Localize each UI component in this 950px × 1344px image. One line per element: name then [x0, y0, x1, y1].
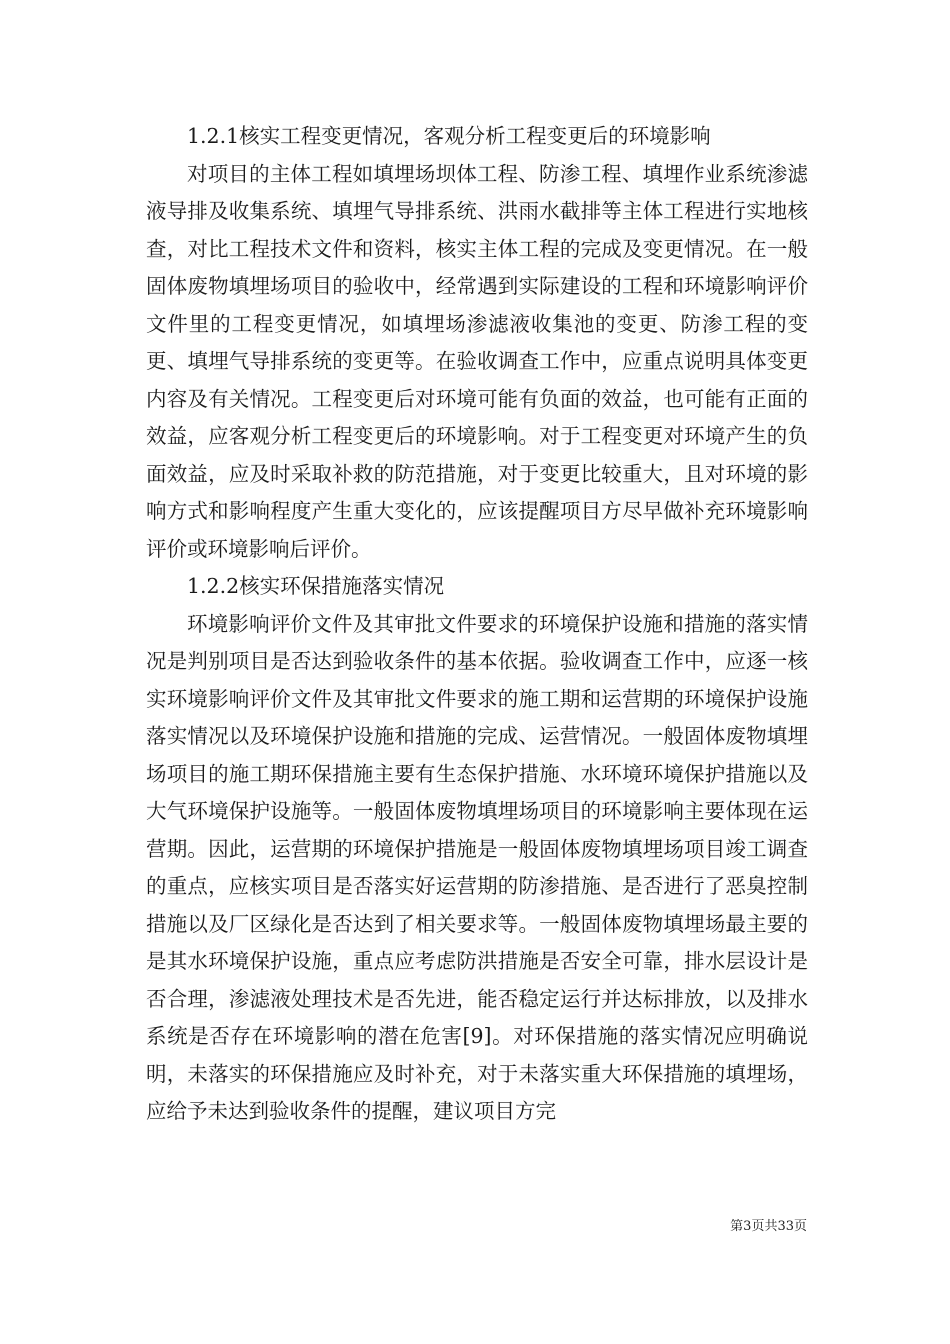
section-paragraph-1-2-2: 环境影响评价文件及其审批文件要求的环境保护设施和措施的落实情况是判别项目是否达到验收条件的基本依据。验收调查工作中，应逐一核实环境影响评价文件及其审批文件要求的施工期和运营期的环境保护设施落实情况以及环境保护设施和措施的完成、运营情况。一般固体废物填埋场项目的施工期环保措施主要有生态保护措施、水环境环境保护措施以及大气环境保护设施等。一般固体废物填埋场项目的环境影响主要体现在运营期。因此，运营期的环境保护措施是一般固体废物填埋场项目竣工调查的重点，应核实项目是否落实好运营期的防渗措施、是否进行了恶臭控制措施以及厂区绿化是否达到了相关要求等。一般固体废物填埋场最主要的是其水环境保护设施，重点应考虑防洪措施是否安全可靠，排水层设计是否合理，渗滤液处理技术是否先进，能否稳定运行并达标排放，以及排水系统是否存在环境影响的潜在危害[9]。对环保措施的落实情况应明确说明，未落实的环保措施应及时补充，对于未落实重大环保措施的填埋场，应给予未达到验收条件的提醒，建议项目方完	[146, 611, 808, 1123]
document-body	[146, 118, 808, 1131]
section-heading-1-2-1: 1.2.1核实工程变更情况，客观分析工程变更后的环境影响	[187, 124, 711, 148]
section-heading-1-2-2: 1.2.2核实环保措施落实情况	[187, 574, 445, 598]
section-paragraph-1-2-1: 对项目的主体工程如填埋场坝体工程、防渗工程、填埋作业系统渗滤液导排及收集系统、填埋气导排系统、洪雨水截排等主体工程进行实地核查，对比工程技术文件和资料，核实主体工程的完成及变更情况。在一般固体废物填埋场项目的验收中，经常遇到实际建设的工程和环境影响评价文件里的工程变更情况，如填埋场渗滤液收集池的变更、防渗工程的变更、填埋气导排系统的变更等。在验收调查工作中，应重点说明具体变更内容及有关情况。工程变更后对环境可能有负面的效益，也可能有正面的效益，应客观分析工程变更后的环境影响。对于工程变更对环境产生的负面效益，应及时采取补救的防范措施，对于变更比较重大，且对环境的影响方式和影响程度产生重大变化的，应该提醒项目方尽早做补充环境影响评价或环境影响后评价。	[146, 161, 808, 561]
page-number-footer: 第3页共33页	[730, 1219, 807, 1234]
